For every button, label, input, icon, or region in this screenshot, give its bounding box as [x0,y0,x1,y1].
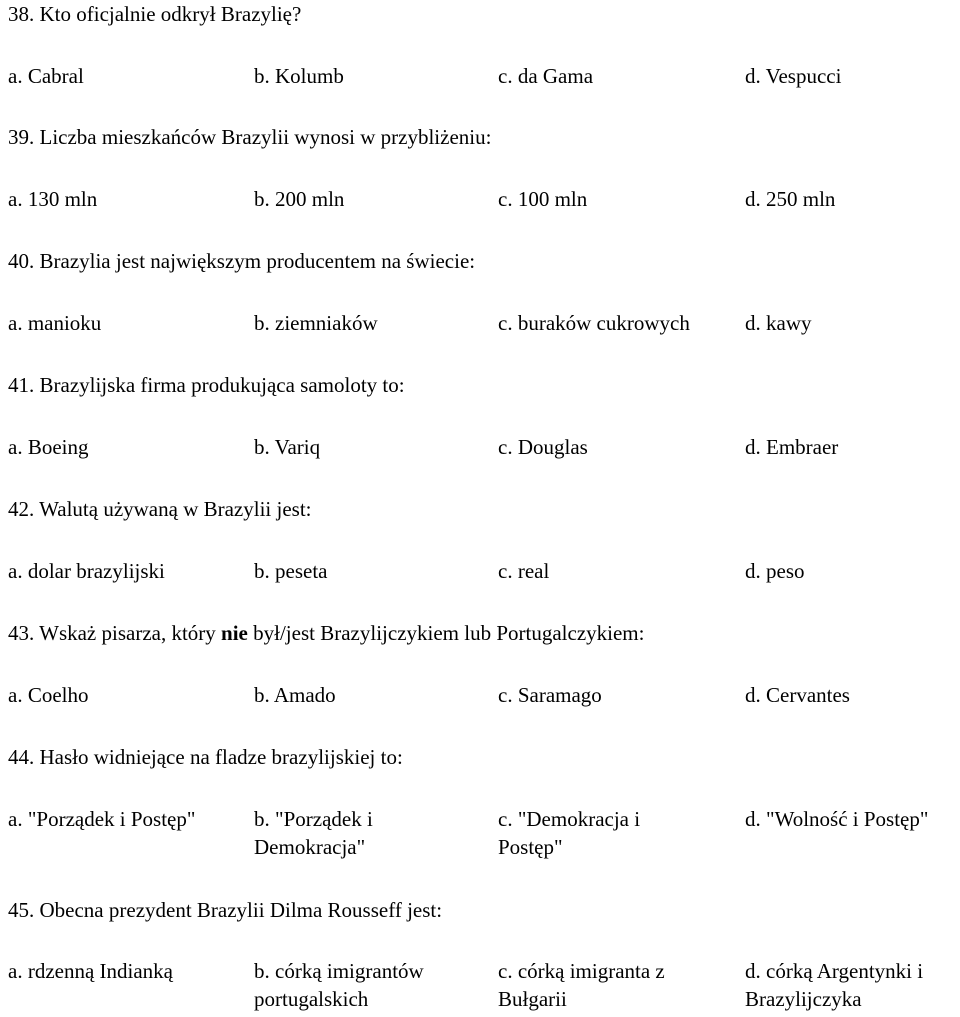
option-c-line-2: Bułgarii [498,987,567,1011]
option-c[interactable]: c. Douglas [498,435,588,459]
option-c[interactable]: c. da Gama [498,64,594,88]
question-43-text-before: 43. Wskaż pisarza, który [8,621,222,645]
options-41 [8,433,960,493]
option-a-line-1: a. "Porządek i Postęp" [8,807,196,831]
option-b[interactable]: b. peseta [254,559,328,583]
option-c-line-1: c. "Demokracja i [498,807,641,831]
options-39 [8,185,960,245]
option-c-line-2: Postęp" [498,835,563,859]
question-43 [8,619,644,647]
option-b-line-1: b. "Porządek i [254,807,373,831]
option-b-line-1: b. córką imigrantów [254,959,424,983]
option-d-line-2: Brazylijczyka [745,987,862,1011]
option-c[interactable]: c. 100 mln [498,187,588,211]
option-b[interactable]: b. ziemniaków [254,311,378,335]
option-d[interactable]: d. 250 mln [745,187,836,211]
option-d[interactable] [745,805,928,833]
option-b[interactable]: b. Amado [254,683,336,707]
option-a-line-1: a. rdzenną Indianką [8,959,173,983]
option-c[interactable] [498,805,640,861]
options-45 [8,957,960,1017]
option-c[interactable]: c. Saramago [498,683,602,707]
option-c[interactable]: c. buraków cukrowych [498,311,690,335]
option-d-line-1: d. córką Argentynki i [745,959,924,983]
option-c[interactable] [498,957,665,1013]
option-c[interactable]: c. real [498,559,550,583]
options-38 [8,62,960,122]
option-a[interactable]: a. Cabral [8,64,84,88]
option-d[interactable] [745,957,923,1013]
option-b[interactable]: b. Variq [254,435,321,459]
option-a[interactable]: a. 130 mln [8,187,98,211]
option-a[interactable] [8,957,173,985]
option-a[interactable] [8,805,195,833]
question-44: 44. Hasło widniejące na fladze brazylijskiej to: [8,745,403,769]
option-d-line-1: d. "Wolność i Postęp" [745,807,929,831]
options-42 [8,557,960,617]
option-d[interactable]: d. Embraer [745,435,839,459]
option-b[interactable] [254,957,424,1013]
question-39: 39. Liczba mieszkańców Brazylii wynosi w przybliżeniu: [8,125,492,149]
option-c-line-1: c. córką imigranta z [498,959,665,983]
option-a[interactable]: a. dolar brazylijski [8,559,165,583]
options-43 [8,681,960,741]
option-d[interactable]: d. kawy [745,311,812,335]
question-40: 40. Brazylia jest największym producentem na świecie: [8,249,476,273]
question-43-text-after: był/jest Brazylijczykiem lub Portugalczykiem: [247,621,645,645]
options-44 [8,805,960,865]
option-b-line-2: portugalskich [254,987,369,1011]
question-43-emphasis: nie [221,621,248,645]
option-a[interactable]: a. Coelho [8,683,89,707]
option-b[interactable]: b. 200 mln [254,187,345,211]
option-b[interactable]: b. Kolumb [254,64,344,88]
option-d[interactable]: d. peso [745,559,805,583]
question-45: 45. Obecna prezydent Brazylii Dilma Rousseff jest: [8,898,443,922]
option-d[interactable]: d. Vespucci [745,64,842,88]
option-b[interactable] [254,805,373,861]
question-41: 41. Brazylijska firma produkująca samoloty to: [8,373,405,397]
question-38: 38. Kto oficjalnie odkrył Brazylię? [8,2,302,26]
option-a[interactable]: a. manioku [8,311,102,335]
option-b-line-2: Demokracja" [254,835,366,859]
option-d[interactable]: d. Cervantes [745,683,850,707]
options-40 [8,309,960,369]
question-42: 42. Walutą używaną w Brazylii jest: [8,497,312,521]
option-a[interactable]: a. Boeing [8,435,89,459]
